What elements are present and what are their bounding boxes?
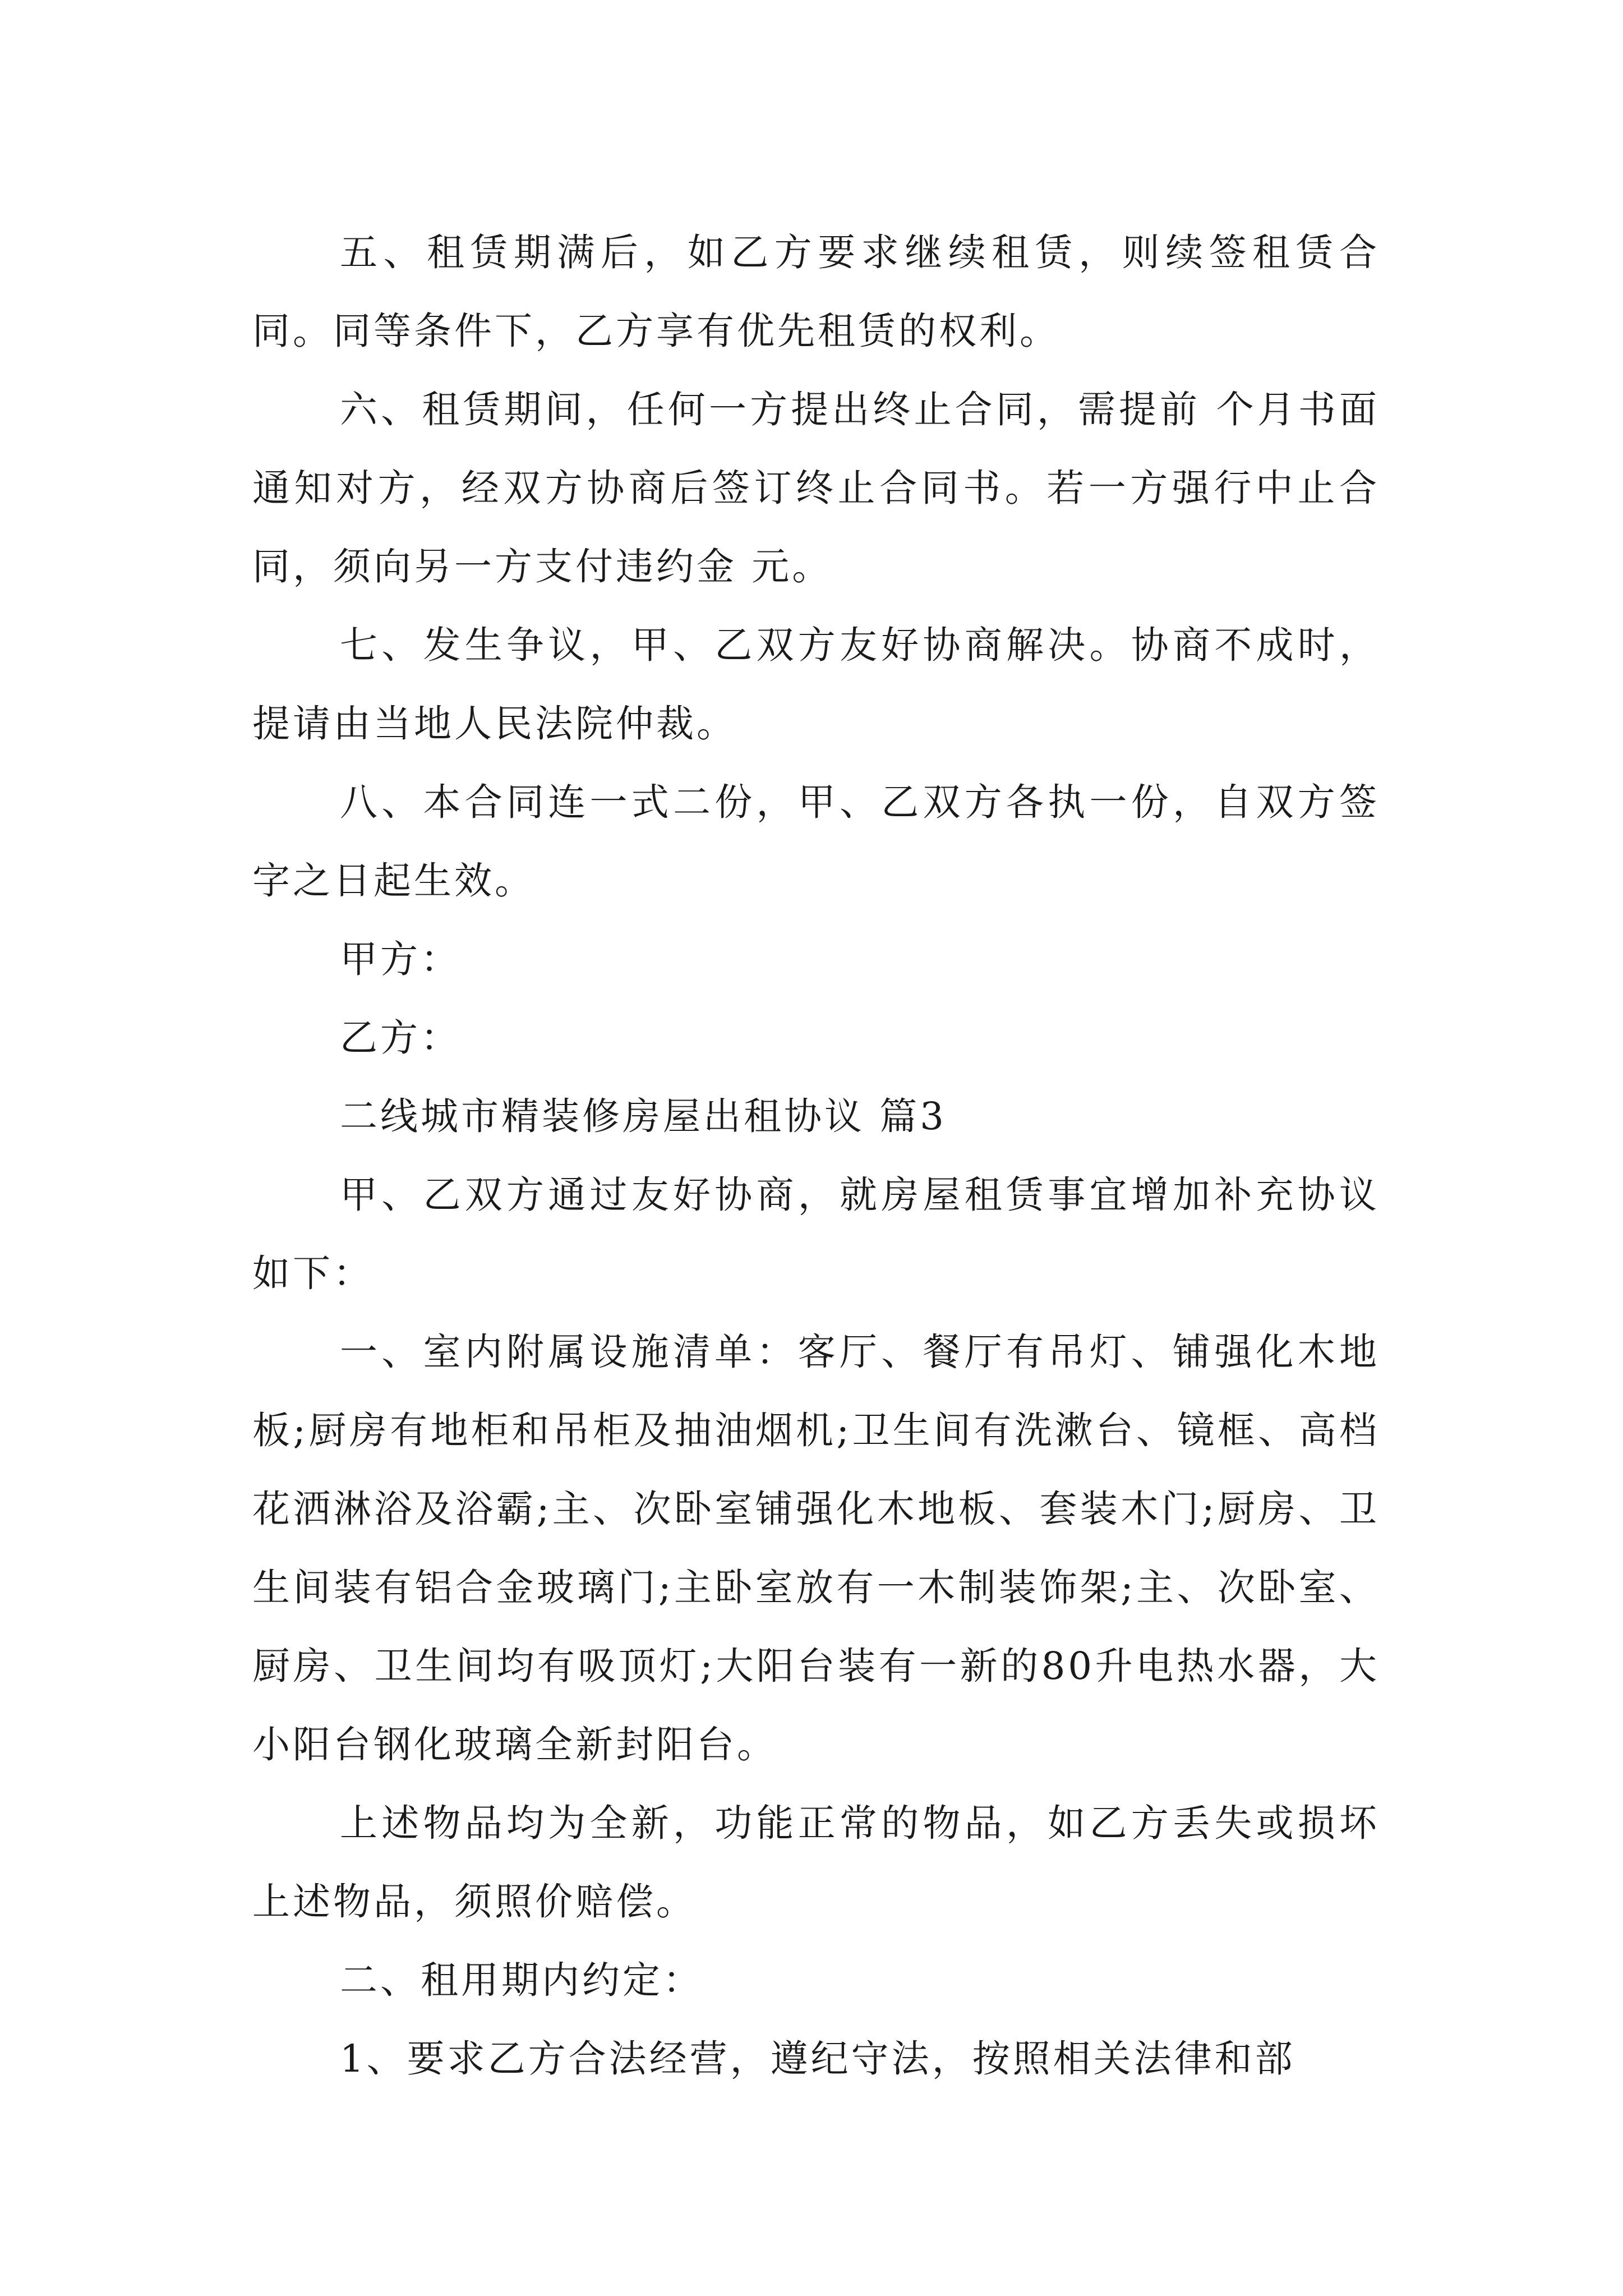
clause-seven: 七、发生争议，甲、乙双方友好协商解决。协商不成时，提请由当地人民法院仲裁。 (252, 623, 1380, 746)
section-heading: 二线城市精装修房屋出租协议 篇3 (340, 1094, 947, 1138)
party-a-signature-line: 甲方： (340, 937, 461, 981)
clause-five: 五、租赁期满后，如乙方要求继续租赁，则续签租赁合同。同等条件下，乙方享有优先租赁的权利。 (252, 231, 1380, 353)
clause-eight: 八、本合同连一式二份，甲、乙双方各执一份，自双方签字之日起生效。 (252, 780, 1380, 903)
intro-paragraph: 甲、乙双方通过友好协商，就房屋租赁事宜增加补充协议如下： (252, 1173, 1380, 1295)
clause-two-item-one: 1、要求乙方合法经营，遵纪守法，按照相关法律和部 (340, 2037, 1295, 2081)
clause-six: 六、租赁期间，任何一方提出终止合同，需提前 个月书面通知对方，经双方协商后签订终止合同书。若一方强行中止合同，须向另一方支付违约金 元。 (252, 388, 1380, 588)
party-b-signature-line: 乙方： (340, 1016, 461, 1060)
clause-two-heading: 二、租用期内约定： (340, 1958, 703, 2002)
document-body (252, 213, 1380, 2098)
compensation-paragraph: 上述物品均为全新，功能正常的物品，如乙方丢失或损坏上述物品，须照价赔偿。 (252, 1801, 1380, 1924)
clause-one-facilities: 一、室内附属设施清单：客厅、餐厅有吊灯、铺强化木地板;厨房有地柜和吊柜及抽油烟机;卫生间有洗漱台、镜框、高档花洒淋浴及浴霸;主、次卧室铺强化木地板、套装木门;厨房、卫生间装有铝合金玻璃门;主卧室放有一木制装饰架;主、次卧室、厨房、卫生间均有吸顶灯;大阳台装有一新的80升电热水器，大小阳台钢化玻璃全新封阳台。 (252, 1330, 1380, 1766)
